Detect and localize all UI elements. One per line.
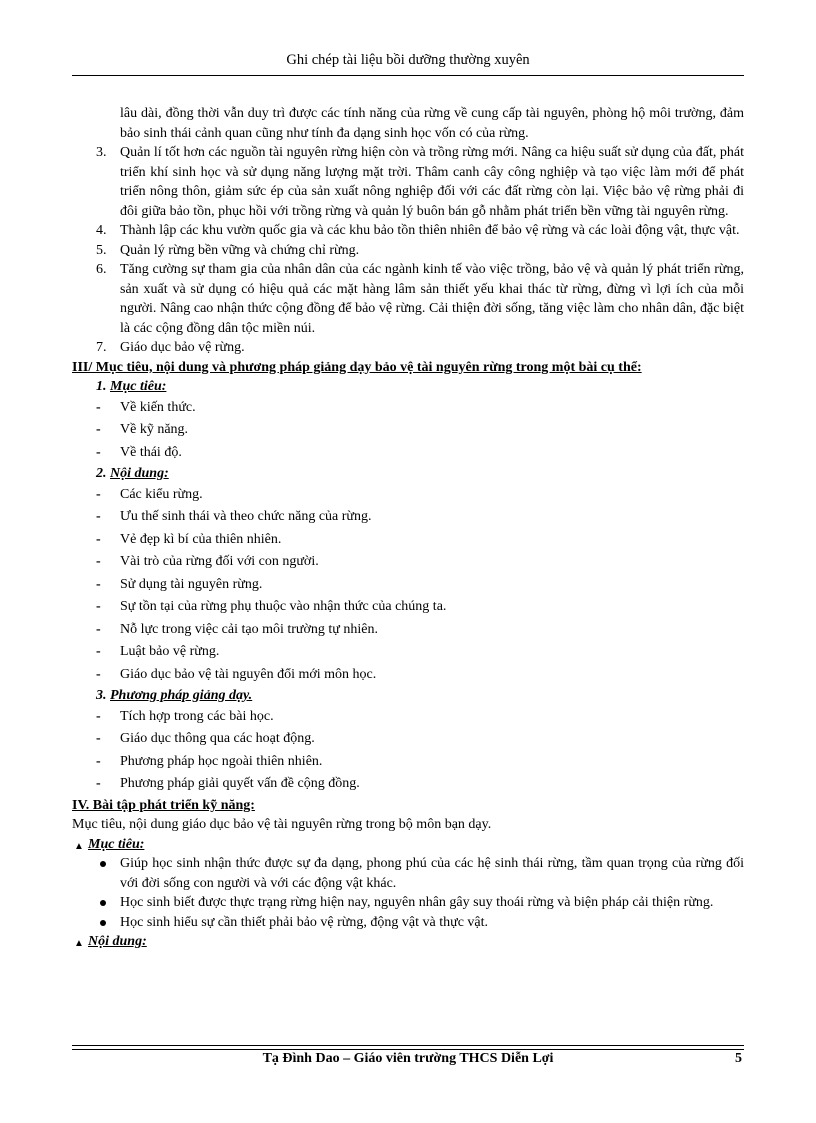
dash-marker: - [96, 444, 101, 460]
list-item [72, 506, 744, 529]
item-text: Thành lập các khu vườn quốc gia và các khu bảo tồn thiên nhiên để bảo vệ rừng và các loài động vật, thực vật. [120, 223, 740, 238]
list-item [72, 241, 744, 261]
item-text: Sử dụng tài nguyên rừng. [120, 576, 263, 592]
triangle-icon: ▲ [74, 938, 84, 949]
section-heading-iv: IV. Bài tập phát triển kỹ năng: [72, 797, 255, 813]
item-number: 4. [96, 223, 107, 238]
list-item [72, 574, 744, 597]
page-number: 5 [735, 1051, 742, 1066]
item-text: Các kiểu rừng. [120, 486, 203, 502]
content-list [72, 484, 744, 687]
goal-title: Mục tiêu: [88, 836, 145, 852]
dash-marker: - [96, 666, 101, 682]
subheading-number: 3. [96, 688, 107, 703]
dash-marker: - [96, 554, 101, 569]
list-item [72, 751, 744, 774]
list-item [72, 641, 744, 664]
list-item [72, 529, 744, 552]
list-item [72, 773, 744, 796]
dash-marker: - [96, 644, 101, 659]
item-text: Về kỹ năng. [120, 422, 189, 437]
item-text: Giáo dục thông qua các hoạt động. [120, 731, 315, 746]
item-text: Sự tồn tại của rừng phụ thuộc vào nhận thức của chúng ta. [120, 599, 447, 614]
intro-paragraph: lâu dài, đồng thời vẫn duy trì được các tính năng của rừng về cung cấp tài nguyên, phòng hộ môi trường, đảm bảo sinh thái cảnh quan cũng như tính đa dạng sinh học vốn có của rừng. [120, 106, 744, 141]
running-header: Ghi chép tài liệu bồi dưỡng thường xuyên [286, 52, 530, 68]
header-divider [72, 75, 744, 76]
item-text: Tích hợp trong các bài học. [120, 708, 274, 724]
item-text: Về thái độ. [120, 444, 182, 460]
subheading-number: 1. [96, 379, 107, 394]
subheading-methods [96, 686, 744, 706]
dash-marker: - [96, 753, 101, 769]
list-item [72, 728, 744, 751]
list-item [72, 484, 744, 507]
item-text: Phương pháp giải quyết vấn đề cộng đồng. [120, 776, 360, 791]
bullet-icon [100, 900, 106, 906]
item-text: Học sinh biết được thực trạng rừng hiện nay, nguyên nhân gây suy thoái rừng và biện pháp cải thiện rừng. [120, 895, 714, 910]
section-iv-intro: Mục tiêu, nội dung giáo dục bảo vệ tài nguyên rừng trong bộ môn bạn dạy. [72, 817, 492, 832]
subheading-title: Phương pháp giảng dạy. [110, 688, 253, 703]
dash-marker: - [96, 399, 101, 415]
item-number: 3. [96, 145, 107, 160]
footer-divider [72, 1045, 744, 1046]
list-item [72, 913, 744, 933]
footer-author: Tạ Đình Dao – Giáo viên trường THCS Diễn Lợi [262, 1051, 554, 1066]
item-text: Giáo dục bảo vệ tài nguyên đổi mới môn học. [120, 666, 377, 682]
list-item [72, 706, 744, 729]
list-item [72, 893, 744, 913]
item-number: 5. [96, 242, 107, 258]
page-content [72, 104, 744, 952]
footer-divider-thin [72, 1049, 744, 1050]
dash-marker: - [96, 509, 101, 524]
bullet-icon [100, 861, 106, 867]
subheading-content [96, 464, 744, 484]
list-item [72, 338, 744, 358]
dash-marker: - [96, 708, 101, 724]
list-item [72, 397, 744, 420]
dash-marker: - [96, 776, 101, 791]
item-text: Học sinh hiểu sự cần thiết phải bảo vệ rừng, động vật và thực vật. [120, 914, 489, 930]
dash-marker: - [96, 731, 101, 746]
list-item [72, 442, 744, 465]
list-item [72, 619, 744, 642]
dash-marker: - [96, 599, 101, 614]
dash-marker: - [96, 621, 101, 637]
list-item [72, 854, 744, 893]
numbered-list [72, 143, 744, 358]
dash-marker: - [96, 422, 101, 437]
list-item [72, 596, 744, 619]
list-item [72, 260, 744, 338]
item-text: Quản lí tốt hơn các nguồn tài nguyên rừng hiện còn và trồng rừng mới. Nâng ca hiệu suất sử dụng của đất, phát triển khí sinh học và sử dụng năng lượng mặt trời. Thâm canh cây công nghiệp và tạo việc làm mới để phát triển nông thôn, giảm sức ép của sản xuất nông nghiệp đối với các đất rừng còn lại. Việc bảo vệ rừng phải đi đôi giữa bảo tồn, phục hồi với trồng rừng và quản lý buôn bán gỗ nhằm phát triển bền vững tài nguyên rừng. [120, 145, 744, 219]
item-text: Phương pháp học ngoài thiên nhiên. [120, 753, 323, 769]
section-heading-iii: III/ Mục tiêu, nội dung và phương pháp giảng dạy bảo vệ tài nguyên rừng trong một bài cụ thể: [72, 359, 642, 375]
item-text: Vẻ đẹp kì bí của thiên nhiên. [120, 531, 282, 547]
item-number: 6. [96, 262, 107, 277]
list-item [72, 664, 744, 687]
subheading-number: 2. [96, 466, 107, 481]
item-text: Giáo dục bảo vệ rừng. [120, 340, 245, 355]
list-item [72, 221, 744, 241]
objectives-list [72, 397, 744, 465]
item-text: Về kiến thức. [120, 399, 196, 415]
content-title: Nội dung: [88, 934, 147, 949]
item-text: Quản lý rừng bền vững và chứng chỉ rừng. [120, 242, 360, 258]
content-heading [72, 932, 744, 952]
subheading-title: Mục tiêu: [110, 379, 167, 394]
dash-marker: - [96, 576, 101, 592]
subheading-title: Nội dung: [110, 466, 169, 481]
list-item [72, 551, 744, 574]
goal-heading [72, 835, 744, 855]
subheading-objectives [96, 377, 744, 397]
bullet-icon [100, 920, 106, 926]
dash-marker: - [96, 486, 101, 502]
item-text: Luật bảo vệ rừng. [120, 644, 220, 659]
triangle-icon: ▲ [74, 840, 84, 852]
dash-marker: - [96, 531, 101, 547]
goals-list [72, 854, 744, 932]
item-number: 7. [96, 340, 107, 355]
item-text: Tăng cường sự tham gia của nhân dân của các ngành kinh tế vào việc trồng, bảo vệ và quản lý phát triển rừng, sản xuất và sử dụng có hiệu quả các mặt hàng lâm sản thiết yếu khai thác từ rừng, đừng vì lợi ích của mỗi người. Nâng cao nhận thức cộng đồng để bảo vệ rừng. Cải thiện đời sống, tăng việc làm cho nhân dân, đặc biệt là các cộng đồng dân tộc miền núi. [120, 262, 744, 336]
item-text: Giúp học sinh nhận thức được sự đa dạng, phong phú của các hệ sinh thái rừng, tầm quan trọng của rừng đối với đời sống con người và với các động vật khác. [120, 856, 744, 891]
list-item [72, 143, 744, 221]
item-text: Vài trò của rừng đối với con người. [120, 554, 319, 569]
methods-list [72, 706, 744, 796]
item-text: Ưu thế sinh thái và theo chức năng của rừng. [120, 509, 372, 524]
item-text: Nỗ lực trong việc cải tạo môi trường tự nhiên. [120, 621, 378, 637]
list-item [72, 419, 744, 442]
